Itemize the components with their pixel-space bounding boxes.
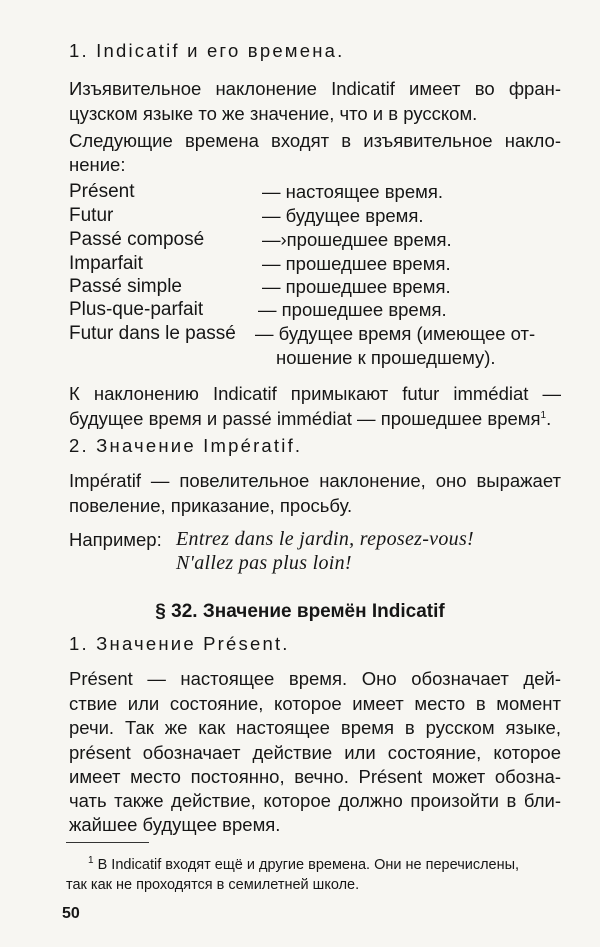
intro-line-1: Изъявительное наклонение Indicatif имеет во фран- (69, 78, 561, 99)
tense-meaning: — прошедшее время. (262, 253, 451, 274)
footnote-divider (66, 842, 149, 843)
tense-meaning: — настоящее время. (262, 181, 443, 202)
tense-name: Futur dans le passé (69, 323, 236, 344)
tense-meaning: — будущее время (имеющее от- (255, 323, 536, 344)
intro-line-2: цузском языке то же значение, что и в русском. (69, 103, 478, 124)
present-line: речи. Так же как настоящее время в русском языке, (69, 717, 561, 738)
tense-name: Présent (69, 181, 135, 202)
footnote-ref: 1 (540, 409, 547, 421)
present-line: имеет место постоянно, вечно. Présent может обозна- (69, 766, 561, 787)
list-intro-line-1: Следующие времена входят в изъявительное накло- (69, 130, 561, 151)
imperatif-line-1: Impératif — повелительное наклонение, оно выражает (69, 470, 561, 491)
tense-meaning: — прошедшее время. (258, 299, 447, 320)
footnote-marker: 1 (88, 855, 94, 867)
section32-heading: § 32. Значение времён Indicatif (155, 601, 445, 622)
section2-heading: 2. Значение Impératif. (69, 435, 303, 456)
tense-meaning: — будущее время. (262, 205, 424, 226)
present-line: présent обозначает действие или состояние, которое (69, 742, 561, 763)
present-line: жайшее будущее время. (69, 814, 281, 835)
adjoin-line-1: К наклонению Indicatif примыкают futur immédiat — (69, 383, 561, 404)
present-line: чать также действие, которое должно произойти в бли- (69, 790, 561, 811)
list-intro-line-2: нение: (69, 154, 126, 175)
present-heading: 1. Значение Présent. (69, 633, 290, 654)
tense-meaning: — прошедшее время. (262, 276, 451, 297)
footnote-line-1 (88, 856, 519, 874)
present-line: Présent — настоящее время. Оно обозначает дей- (69, 668, 561, 689)
tense-name: Plus-que-parfait (69, 299, 204, 320)
adjoin-line-2-text: будущее время и passé immédiat — прошедшее время (69, 408, 541, 429)
imperatif-line-2: повеление, приказание, просьбу. (69, 495, 353, 516)
tense-name: Futur (69, 205, 114, 226)
tense-name: Passé composé (69, 229, 205, 250)
section1-heading: 1. Indicatif и его времена. (69, 40, 345, 61)
tense-name: Imparfait (69, 253, 143, 274)
tense-name: Passé simple (69, 276, 182, 297)
example-line-1: Entrez dans le jardin, reposez-vous! (176, 528, 474, 550)
tense-meaning-continuation: ношение к прошедшему). (276, 347, 496, 368)
present-line: ствие или состояние, которое имеет место в момент (69, 693, 561, 714)
example-line-2: N'allez pas plus loin! (176, 552, 352, 574)
example-label: Например: (69, 529, 162, 550)
page-number: 50 (62, 905, 80, 922)
footnote-line-2: так как не проходятся в семилетней школе. (66, 877, 360, 893)
footnote-text-1: В Indicatif входят ещё и другие времена. Они не перечислены, (97, 857, 520, 873)
adjoin-line-2: будущее время и passé immédiat — прошедшее время$^1$. (69, 408, 552, 429)
tense-meaning: —›прошедшее время. (262, 229, 452, 250)
